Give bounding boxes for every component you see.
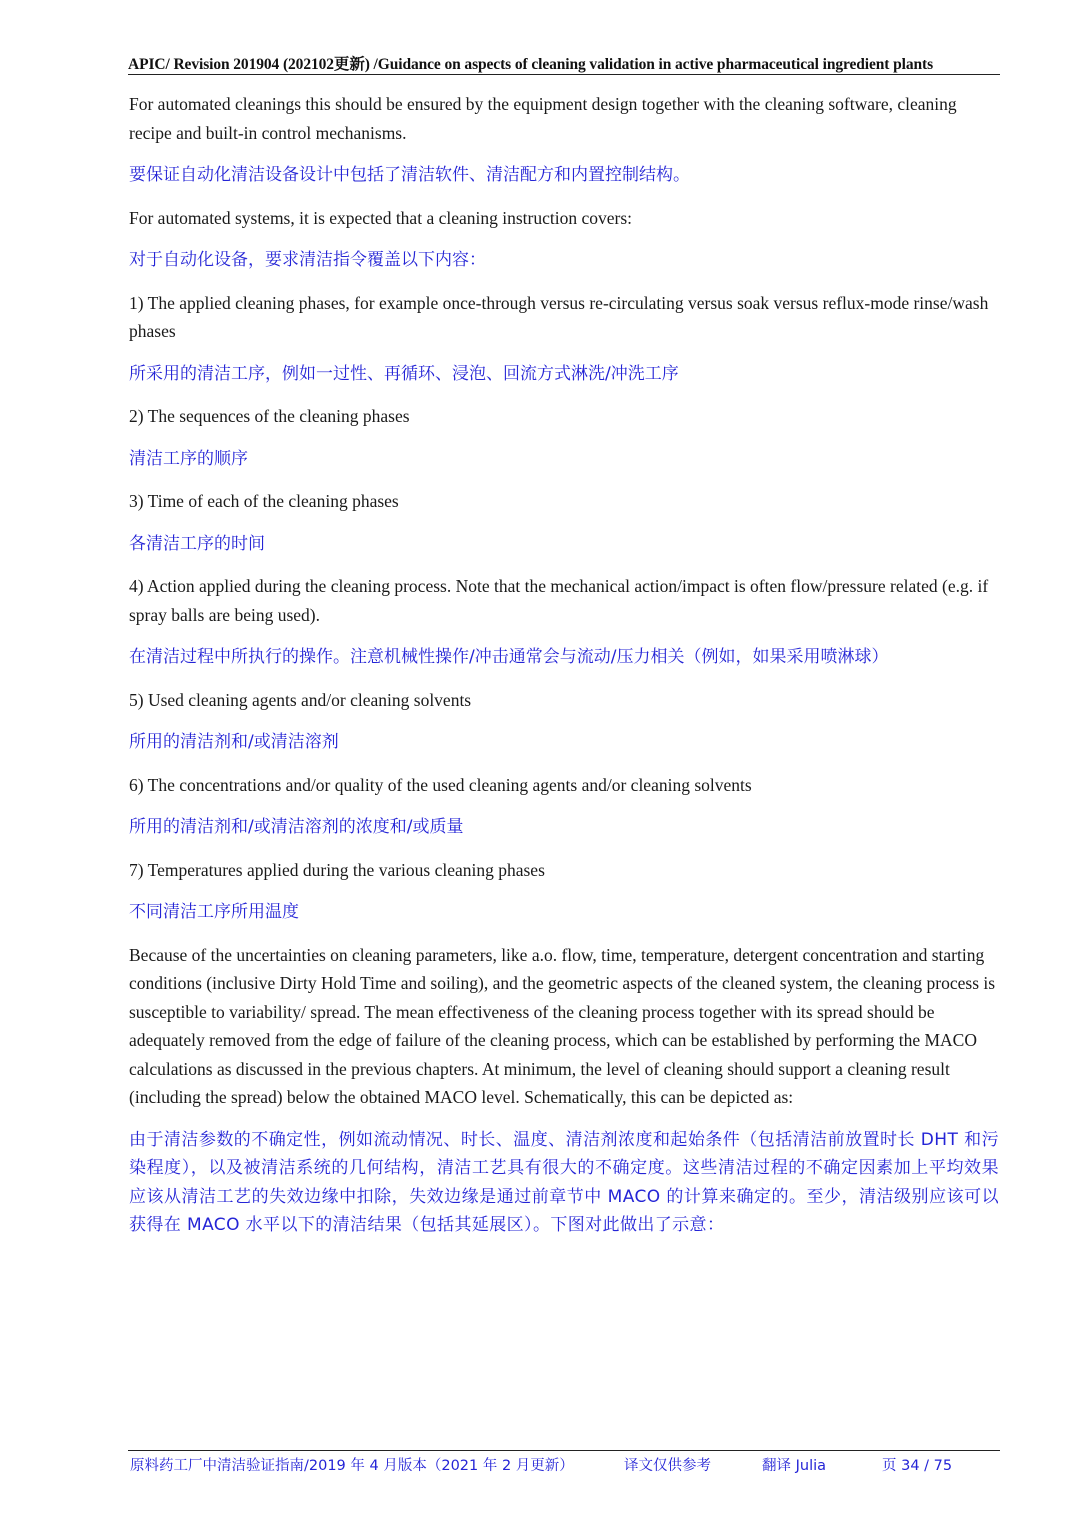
list-item-7-zh: 不同清洁工序所用温度	[129, 902, 299, 922]
list-item-1-zh: 所采用的清洁工序，例如一过性、再循环、浸泡、回流方式淋洗/冲洗工序	[129, 363, 679, 384]
running-header: APIC/ Revision 201904 (202102更新) /Guidance on aspects of cleaning validation in active pharmaceutical ingredient plants	[128, 56, 934, 73]
footer-translator: 翻译 Julia	[762, 1458, 827, 1474]
list-item-7-en: 7) Temperatures applied during the various cleaning phases	[129, 859, 545, 880]
list-item-1-en: 1) The applied cleaning phases, for example once-through versus re-circulating versus soak versus reflux-mode rinse/wash phases	[129, 292, 989, 341]
paragraph-systems-zh: 对于自动化设备，要求清洁指令覆盖以下内容：	[129, 250, 486, 270]
paragraph-intro-en: For automated cleanings this should be ensured by the equipment design together with the cleaning software, cleaning recipe and built-in control mechanisms.	[129, 94, 957, 143]
footer-note: 译文仅供参考	[624, 1458, 711, 1474]
page-body	[129, 90, 999, 1254]
list-item-4-en: 4) Action applied during the cleaning process. Note that the mechanical action/impact is often flow/pressure related (e.g. if spray balls are being used).	[129, 576, 989, 625]
list-item-6-en: 6) The concentrations and/or quality of the used cleaning agents and/or cleaning solvents	[129, 774, 752, 795]
running-footer	[130, 1454, 1000, 1478]
paragraph-uncertainty-en: Because of the uncertainties on cleaning parameters, like a.o. flow, time, temperature, detergent concentration and starting conditions (inclusive Dirty Hold Time and soiling), and the geometric aspects of the cleaned system, the cleaning process is susceptible to variability/ spread. The mean effectiveness of the cleaning process together with its spread should be adequately removed from the edge of failure of the cleaning process, which can be established by performing the MACO calculations as discussed in the previous chapters. At minimum, the level of cleaning should support a cleaning result (including the spread) below the obtained MACO level. Schematically, this can be depicted as:	[129, 944, 996, 1107]
list-item-5-en: 5) Used cleaning agents and/or cleaning solvents	[129, 689, 472, 710]
list-item-2-en: 2) The sequences of the cleaning phases	[129, 406, 410, 426]
list-item-4-zh: 在清洁过程中所执行的操作。注意机械性操作/冲击通常会与流动/压力相关（例如，如果采用喷淋球）	[129, 647, 889, 667]
list-item-2-zh: 清洁工序的顺序	[129, 448, 248, 469]
list-item-3-en: 3) Time of each of the cleaning phases	[129, 491, 399, 511]
footer-divider	[128, 1450, 1000, 1451]
list-item-5-zh: 所用的清洁剂和/或清洁溶剂	[129, 732, 339, 752]
footer-doc-title: 原料药工厂中清洁验证指南/2019 年 4 月版本（2021 年 2 月更新）	[130, 1458, 574, 1474]
list-item-3-zh: 各清洁工序的时间	[129, 533, 265, 554]
list-item-6-zh: 所用的清洁剂和/或清洁溶剂的浓度和/或质量	[129, 817, 464, 837]
footer-page-number: 页 34 / 75	[882, 1458, 953, 1474]
header-divider	[128, 74, 1000, 75]
paragraph-uncertainty-zh: 由于清洁参数的不确定性，例如流动情况、时长、温度、清洁剂浓度和起始条件（包括清洁前放置时长 DHT 和污染程度），以及被清洁系统的几何结构，清洁工艺具有很大的不确定度。这些清洁过程的不确定因素加上平均效果应该从清洁工艺的失效边缘中扣除，失效边缘是通过前章节中 MACO 的计算来确定的。至少，清洁级别应该可以获得在 MACO 水平以下的清洁结果（包括其延展区）。下图对此做出了示意：	[129, 1129, 999, 1235]
paragraph-intro-zh: 要保证自动化清洁设备设计中包括了清洁软件、清洁配方和内置控制结构。	[129, 165, 690, 185]
paragraph-systems-en: For automated systems, it is expected that a cleaning instruction covers:	[129, 207, 632, 228]
